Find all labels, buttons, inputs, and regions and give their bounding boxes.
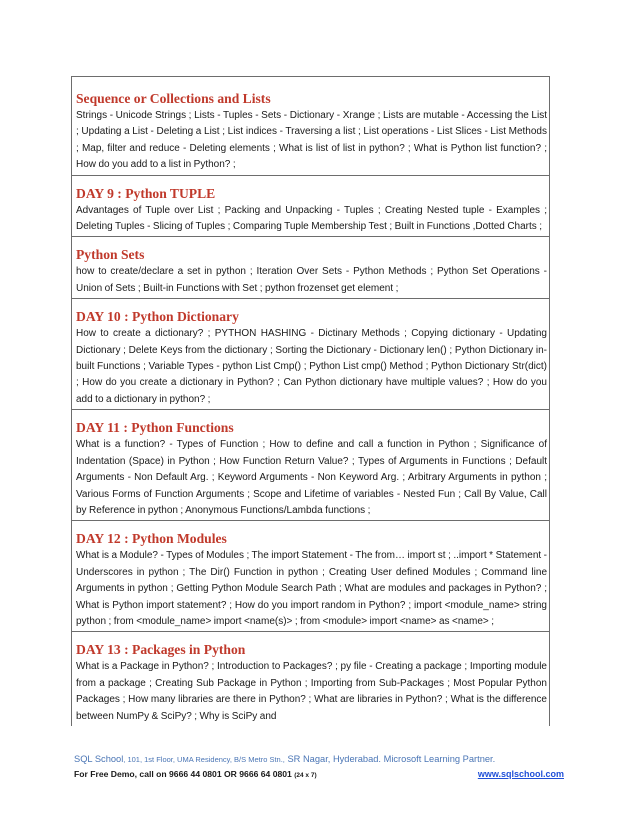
section-heading: DAY 9 : Python TUPLE [76,185,216,201]
section-heading: DAY 10 : Python Dictionary [76,309,239,325]
section-day13-packages [72,632,549,726]
section-lists [72,77,549,176]
footer-hours: (24 x 7) [294,772,317,779]
section-body: What is a function? - Types of Function ; How to define and call a function in Python ; Significance of Indentation (Space) in Python ; How Function Return Value? ; Types of Arguments in Functions ; Default Arguments - Non Default Arg. ; Keyword Arguments - Non Keyword Arg. ; Arbitrary Arguments in python ; Various Forms of Function Arguments ; Scope and Lifetime of variables - Nested Fun ; Call By Value, Call by Reference in python ; Anonymous Functions/Lambda functions ; [76,439,547,516]
section-body: What is a Package in Python? ; Introduction to Packages? ; py file - Creating a package ; Importing module from a package ; Creating Sub Package in Python ; Importing from Sub-Packages ; Most Popular Python Packages ; How many libraries are there in Python? ; What are libraries in Python? ; What is the difference between NumPy & SciPy? ; Why is SciPy and [76,661,547,722]
section-heading: DAY 12 : Python Modules [76,531,227,547]
page-footer [74,752,564,783]
syllabus-table [71,76,550,726]
section-heading: Sequence or Collections and Lists [76,91,271,106]
section-day10-dictionary [72,299,549,410]
section-body: how to create/declare a set in python ; Iteration Over Sets - Python Methods ; Python Set Operations - Union of Sets ; Built-in Functions with Set ; python frozenset get element ; [76,266,547,294]
section-heading: DAY 13 : Packages in Python [76,642,246,658]
footer-demo: For Free Demo, call on 9666 44 0801 OR 9666 64 0801 [74,769,292,779]
section-body: Advantages of Tuple over List ; Packing and Unpacking - Tuples ; Creating Nested tuple - Examples ; Deleting Tuples - Slicing of Tuples ; Comparing Tuple Membership Test ; Built in Functions ,Dotted Charts ; [76,204,547,233]
school-name: SQL School [74,754,124,764]
footer-location: SR Nagar, Hyderabad. Microsoft Learning Partner. [284,754,496,764]
footer-address-line [74,752,564,767]
footer-address: , 101, 1st Floor, UMA Residency, B/S Metro Stn., [123,755,285,764]
section-day12-modules [72,521,549,632]
section-heading: Python Sets [76,247,145,263]
section-body: What is a Module? - Types of Modules ; The import Statement - The from… import st ; ..import * Statement - Underscores in python ; The Dir() Function in python ; Creating User defined Modules ; Command line Arguments in python ; Getting Python Module Search Path ; What are modules and packages in Python? ; What is Python import statement? ; How do you import random in Python? ; import <module_name> string python ; from <module_name> import <name(s)> ; from <module> import <name> as <name> ; [76,550,547,627]
section-body: Strings - Unicode Strings ; Lists - Tuples - Sets - Dictionary - Xrange ; Lists are mutable - Accessing the List ; Updating a List - Deleting a List ; List indices - Traversing a list ; List operations - List Slices - List Methods ; Map, filter and reduce - Deleting elements ; What is list of list in python? ; What is Python list function? ; How do you add to a list in Python? ; [76,110,547,171]
website-link[interactable]: www.sqlschool.com [477,769,564,779]
section-day9-tuple [72,176,549,238]
section-body: How to create a dictionary? ; PYTHON HASHING - Dictinary Methods ; Copying dictionary - Updating Dictionary ; Delete Keys from the dictionary ; Sorting the Dictionary - Dictionary len() ; Python Dictionary in-built Functions ; Variable Types - python List Cmp() ; Python List cmp() Method ; Python Dictionary Str(dict) ; How do you create a dictionary in Python? ; Can Python dictionary have multiple values? ; How do you add to a dictionary in python? ; [76,328,547,405]
footer-contact-line [74,767,564,783]
section-day11-functions [72,410,549,521]
section-sets [72,237,549,299]
section-heading: DAY 11 : Python Functions [76,420,234,436]
